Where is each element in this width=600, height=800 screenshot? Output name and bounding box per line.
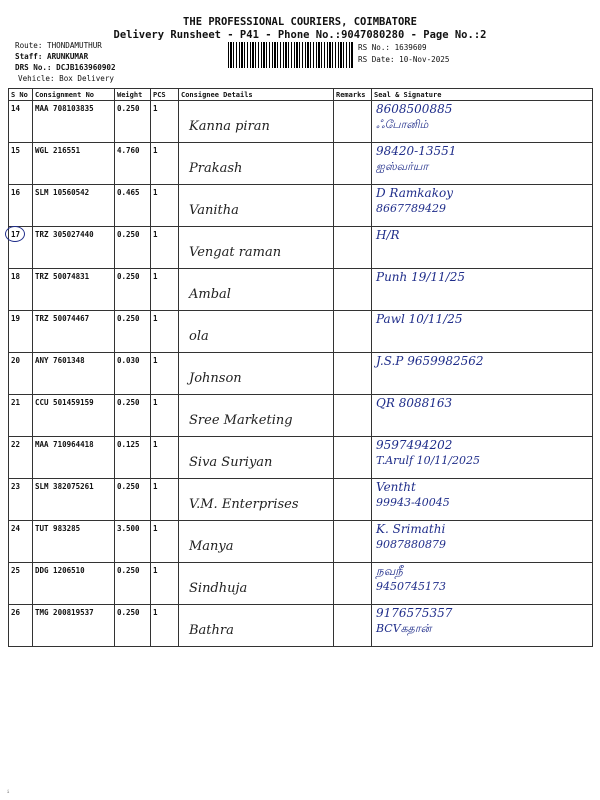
consignee-handwriting: Bathra xyxy=(189,623,234,638)
cell-sno: 18 xyxy=(9,269,33,311)
table-row xyxy=(9,521,593,563)
cell-remarks xyxy=(334,143,372,185)
consignee-handwriting: ola xyxy=(189,329,209,344)
cell-consignee xyxy=(179,143,334,185)
rs-date: RS Date: 10-Nov-2025 xyxy=(358,55,450,64)
runsheet-table xyxy=(8,88,593,647)
cell-seal-signature xyxy=(372,101,593,143)
cell-seal-signature xyxy=(372,269,593,311)
signature-line-1: 8608500885 xyxy=(376,102,453,116)
col-consignment: Consignment No xyxy=(33,89,115,101)
cell-sno: 22 xyxy=(9,437,33,479)
cell-consignee xyxy=(179,101,334,143)
signature-line-1: Punh 19/11/25 xyxy=(376,270,465,284)
cell-sno: 17 xyxy=(9,227,33,269)
cell-seal-signature xyxy=(372,311,593,353)
cell-remarks xyxy=(334,395,372,437)
cell-consignment-no: MAA 708103835 xyxy=(33,101,115,143)
consignee-handwriting: Siva Suriyan xyxy=(189,455,273,470)
cell-consignee xyxy=(179,521,334,563)
cell-consignee xyxy=(179,563,334,605)
cell-consignment-no: TMG 200819537 xyxy=(33,605,115,647)
cell-pcs: 1 xyxy=(151,227,179,269)
rs-number: RS No.: 1639609 xyxy=(358,43,427,52)
col-seal: Seal & Signature xyxy=(372,89,593,101)
signature-line-2: 9087880879 xyxy=(376,538,446,551)
col-sno: S No xyxy=(9,89,33,101)
table-row xyxy=(9,185,593,227)
cell-consignee xyxy=(179,437,334,479)
cell-seal-signature xyxy=(372,185,593,227)
cell-consignment-no: TRZ 50074831 xyxy=(33,269,115,311)
cell-seal-signature xyxy=(372,437,593,479)
cell-remarks xyxy=(334,311,372,353)
cell-pcs: 1 xyxy=(151,353,179,395)
cell-sno: 25 xyxy=(9,563,33,605)
cell-pcs: 1 xyxy=(151,143,179,185)
consignee-handwriting: Vengat raman xyxy=(189,245,282,260)
signature-line-1: QR 8088163 xyxy=(376,396,453,410)
signature-line-2: T.Arulf 10/11/2025 xyxy=(376,454,480,467)
cell-weight: 0.125 xyxy=(115,437,151,479)
cell-remarks xyxy=(334,605,372,647)
table-row xyxy=(9,311,593,353)
cell-remarks xyxy=(334,479,372,521)
cell-consignee xyxy=(179,479,334,521)
table-row xyxy=(9,479,593,521)
signature-line-2: 9450745173 xyxy=(376,580,446,593)
route-label: Route: THONDAMUTHUR xyxy=(15,41,102,50)
cell-weight: 0.465 xyxy=(115,185,151,227)
cell-seal-signature xyxy=(372,353,593,395)
signature-line-1: 9176575357 xyxy=(376,606,453,620)
cell-pcs: 1 xyxy=(151,311,179,353)
cell-consignment-no: TUT 983285 xyxy=(33,521,115,563)
cell-sno: 24 xyxy=(9,521,33,563)
signature-line-1: Ventht xyxy=(376,480,416,494)
cell-consignment-no: TRZ 50074467 xyxy=(33,311,115,353)
signature-line-1: 98420-13551 xyxy=(376,144,457,158)
consignee-handwriting: Sindhuja xyxy=(189,581,248,596)
cell-consignee xyxy=(179,269,334,311)
cell-pcs: 1 xyxy=(151,521,179,563)
cell-seal-signature xyxy=(372,143,593,185)
cell-sno: 20 xyxy=(9,353,33,395)
signature-line-2: ஐஸ்வர்யா xyxy=(376,160,429,173)
cell-consignee xyxy=(179,353,334,395)
cell-consignee xyxy=(179,605,334,647)
cell-weight: 0.030 xyxy=(115,353,151,395)
signature-line-1: K. Srimathi xyxy=(376,522,446,536)
cell-seal-signature xyxy=(372,521,593,563)
cell-weight: 0.250 xyxy=(115,479,151,521)
cell-seal-signature xyxy=(372,479,593,521)
cell-pcs: 1 xyxy=(151,269,179,311)
col-consignee: Consignee Details xyxy=(179,89,334,101)
cell-pcs: 1 xyxy=(151,395,179,437)
signature-line-2: BCVகதான் xyxy=(376,622,432,635)
cell-pcs: 1 xyxy=(151,563,179,605)
cell-remarks xyxy=(334,269,372,311)
cell-sno: 23 xyxy=(9,479,33,521)
cell-pcs: 1 xyxy=(151,605,179,647)
table-header-row xyxy=(9,89,593,101)
signature-line-1: H/R xyxy=(376,228,400,242)
cell-consignment-no: ANY 7601348 xyxy=(33,353,115,395)
cell-weight: 0.250 xyxy=(115,269,151,311)
cell-sno: 19 xyxy=(9,311,33,353)
cell-remarks xyxy=(334,353,372,395)
table-row xyxy=(9,437,593,479)
signature-line-1: 9597494202 xyxy=(376,438,453,452)
signature-line-2: 99943-40045 xyxy=(376,496,450,509)
table-row xyxy=(9,353,593,395)
cell-seal-signature xyxy=(372,227,593,269)
cell-consignment-no: DDG 1206510 xyxy=(33,563,115,605)
cell-weight: 0.250 xyxy=(115,101,151,143)
signature-line-1: J.S.P 9659982562 xyxy=(376,354,484,368)
cell-consignee xyxy=(179,185,334,227)
cell-weight: 0.250 xyxy=(115,395,151,437)
signature-line-1: D Ramkakoy xyxy=(376,186,453,200)
cell-consignment-no: CCU 501459159 xyxy=(33,395,115,437)
table-row xyxy=(9,395,593,437)
cell-consignment-no: SLM 382075261 xyxy=(33,479,115,521)
cell-weight: 0.250 xyxy=(115,605,151,647)
col-pcs: PCS xyxy=(151,89,179,101)
signature-line-2: 8667789429 xyxy=(376,202,446,215)
cell-consignment-no: WGL 216551 xyxy=(33,143,115,185)
staff-label: Staff: ARUNKUMAR xyxy=(15,52,89,61)
col-weight: Weight xyxy=(115,89,151,101)
signature-line-1: நவநீ xyxy=(376,564,403,578)
cell-consignment-no: TRZ 305027440 xyxy=(33,227,115,269)
cell-seal-signature xyxy=(372,605,593,647)
circle-mark xyxy=(5,226,25,242)
cell-pcs: 1 xyxy=(151,185,179,227)
signature-line-1: Pawl 10/11/25 xyxy=(376,312,463,326)
page-mark: ᵢ xyxy=(6,787,11,795)
col-remarks: Remarks xyxy=(334,89,372,101)
cell-remarks xyxy=(334,563,372,605)
cell-seal-signature xyxy=(372,563,593,605)
cell-consignment-no: MAA 710964418 xyxy=(33,437,115,479)
consignee-handwriting: Vanitha xyxy=(189,203,239,218)
cell-remarks xyxy=(334,185,372,227)
cell-weight: 0.250 xyxy=(115,227,151,269)
table-row xyxy=(9,563,593,605)
cell-sno: 16 xyxy=(9,185,33,227)
cell-weight: 0.250 xyxy=(115,311,151,353)
consignee-handwriting: Sree Marketing xyxy=(189,413,293,428)
cell-remarks xyxy=(334,521,372,563)
table-row xyxy=(9,605,593,647)
cell-consignee xyxy=(179,395,334,437)
vehicle-label: Vehicle: Box Delivery xyxy=(18,74,115,83)
cell-sno: 26 xyxy=(9,605,33,647)
cell-pcs: 1 xyxy=(151,437,179,479)
drs-label: DRS No.: DCJB163960902 xyxy=(15,63,116,72)
runsheet-title: THE PROFESSIONAL COURIERS, COIMBATORE xyxy=(183,16,417,28)
cell-remarks xyxy=(334,227,372,269)
cell-pcs: 1 xyxy=(151,479,179,521)
cell-remarks xyxy=(334,101,372,143)
consignee-handwriting: Prakash xyxy=(189,161,243,176)
runsheet-subtitle: Delivery Runsheet - P41 - Phone No.:9047080280 - Page No.:2 xyxy=(113,29,487,41)
cell-weight: 3.500 xyxy=(115,521,151,563)
cell-weight: 4.760 xyxy=(115,143,151,185)
consignee-handwriting: V.M. Enterprises xyxy=(189,497,299,512)
consignee-handwriting: Johnson xyxy=(189,371,242,386)
consignee-handwriting: Ambal xyxy=(189,287,231,302)
table-row xyxy=(9,227,593,269)
signature-line-2: ஃபோனிம் xyxy=(376,118,429,131)
cell-seal-signature xyxy=(372,395,593,437)
cell-pcs: 1 xyxy=(151,101,179,143)
barcode xyxy=(228,42,354,68)
cell-consignment-no: SLM 10560542 xyxy=(33,185,115,227)
cell-weight: 0.250 xyxy=(115,563,151,605)
table-row xyxy=(9,269,593,311)
cell-consignee xyxy=(179,311,334,353)
cell-sno: 15 xyxy=(9,143,33,185)
cell-sno: 14 xyxy=(9,101,33,143)
consignee-handwriting: Manya xyxy=(189,539,234,554)
cell-sno: 21 xyxy=(9,395,33,437)
cell-remarks xyxy=(334,437,372,479)
consignee-handwriting: Kanna piran xyxy=(189,119,270,134)
table-row xyxy=(9,143,593,185)
table-row xyxy=(9,101,593,143)
cell-consignee xyxy=(179,227,334,269)
